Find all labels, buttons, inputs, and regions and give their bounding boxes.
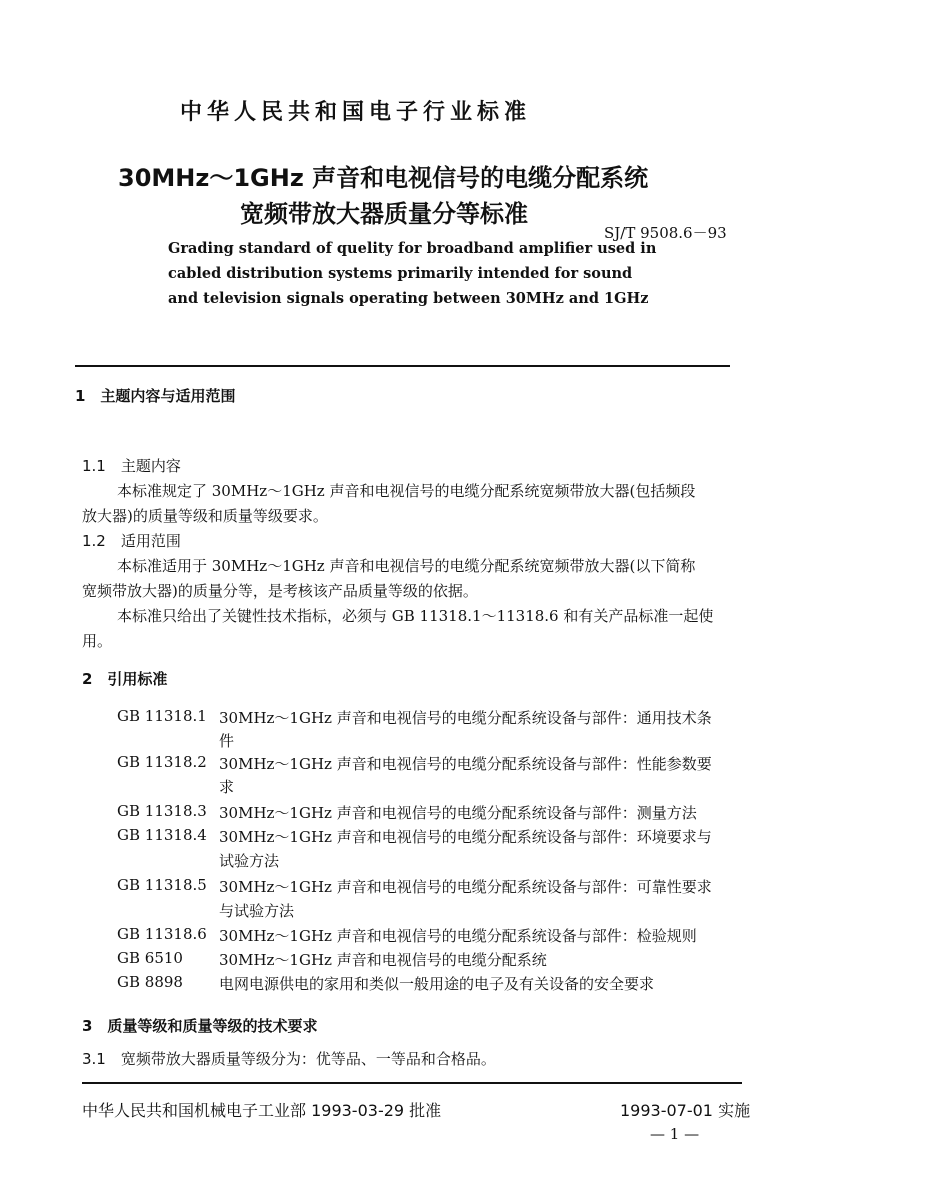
ref-title-cont: 件 xyxy=(219,732,235,750)
section-2-heading: 2 引用标准 xyxy=(82,670,168,688)
page-number: — 1 — xyxy=(650,1125,700,1143)
ref-code: GB 6510 xyxy=(117,949,183,967)
section-1-1-text: 本标准规定了 30MHz～1GHz 声音和电视信号的电缆分配系统宽频带放大器(包括频段 xyxy=(117,482,696,500)
ref-code: GB 11318.4 xyxy=(117,826,207,844)
standard-code: SJ/T 9508.6－93 xyxy=(604,224,727,242)
standard-type: 中华人民共和国电子行业标准 xyxy=(180,100,532,125)
ref-title-cont: 求 xyxy=(219,778,235,796)
section-1-2-para-2-cont: 用。 xyxy=(82,632,113,650)
ref-title: 30MHz～1GHz 声音和电视信号的电缆分配系统设备与部件：测量方法 xyxy=(219,804,697,822)
header-divider xyxy=(75,365,730,367)
ref-title: 电网电源供电的家用和类似一般用途的电子及有关设备的安全要求 xyxy=(219,975,655,993)
ref-title-cont: 试验方法 xyxy=(219,852,280,870)
section-1-2-heading: 1.2 适用范围 xyxy=(82,532,181,550)
section-1-1-heading: 1.1 主题内容 xyxy=(82,457,181,475)
ref-code: GB 11318.2 xyxy=(117,753,207,771)
ref-code: GB 11318.1 xyxy=(117,707,207,725)
ref-title: 30MHz～1GHz 声音和电视信号的电缆分配系统 xyxy=(219,951,547,969)
english-title-line-1: Grading standard of quelity for broadband amplifier used in xyxy=(168,240,657,257)
section-1-2-para-2: 本标准只给出了关键性技术指标，必须与 GB 11318.1～11318.6 和有关产品标准一起使 xyxy=(117,607,714,625)
ref-code: GB 8898 xyxy=(117,973,183,991)
section-1-1-text-cont: 放大器)的质量等级和质量等级要求。 xyxy=(82,507,328,525)
ref-code: GB 11318.5 xyxy=(117,876,207,894)
footer-divider xyxy=(82,1082,742,1084)
ref-code: GB 11318.3 xyxy=(117,802,207,820)
title-line-1: 30MHz～1GHz 声音和电视信号的电缆分配系统 xyxy=(118,164,649,192)
ref-title-cont: 与试验方法 xyxy=(219,902,295,920)
ref-title: 30MHz～1GHz 声音和电视信号的电缆分配系统设备与部件：检验规则 xyxy=(219,927,697,945)
ref-title: 30MHz～1GHz 声音和电视信号的电缆分配系统设备与部件：性能参数要 xyxy=(219,755,712,773)
effective-date: 1993-07-01 实施 xyxy=(620,1101,751,1120)
section-3-1-text: 3.1 宽频带放大器质量等级分为：优等品、一等品和合格品。 xyxy=(82,1050,496,1068)
english-title-line-3: and television signals operating between 30MHz and 1GHz xyxy=(168,290,649,307)
title-line-2: 宽频带放大器质量分等标准 xyxy=(240,200,528,228)
section-3-heading: 3 质量等级和质量等级的技术要求 xyxy=(82,1017,318,1035)
ref-title: 30MHz～1GHz 声音和电视信号的电缆分配系统设备与部件：通用技术条 xyxy=(219,709,712,727)
section-1-heading: 1 主题内容与适用范围 xyxy=(75,387,236,405)
english-title-line-2: cabled distribution systems primarily intended for sound xyxy=(168,265,633,282)
section-1-2-para-1-cont: 宽频带放大器)的质量分等，是考核该产品质量等级的依据。 xyxy=(82,582,478,600)
ref-code: GB 11318.6 xyxy=(117,925,207,943)
section-1-2-para-1: 本标准适用于 30MHz～1GHz 声音和电视信号的电缆分配系统宽频带放大器(以下简称 xyxy=(117,557,696,575)
approval-issuer: 中华人民共和国机械电子工业部 1993-03-29 批准 xyxy=(82,1101,442,1120)
ref-title: 30MHz～1GHz 声音和电视信号的电缆分配系统设备与部件：可靠性要求 xyxy=(219,878,712,896)
ref-title: 30MHz～1GHz 声音和电视信号的电缆分配系统设备与部件：环境要求与 xyxy=(219,828,712,846)
